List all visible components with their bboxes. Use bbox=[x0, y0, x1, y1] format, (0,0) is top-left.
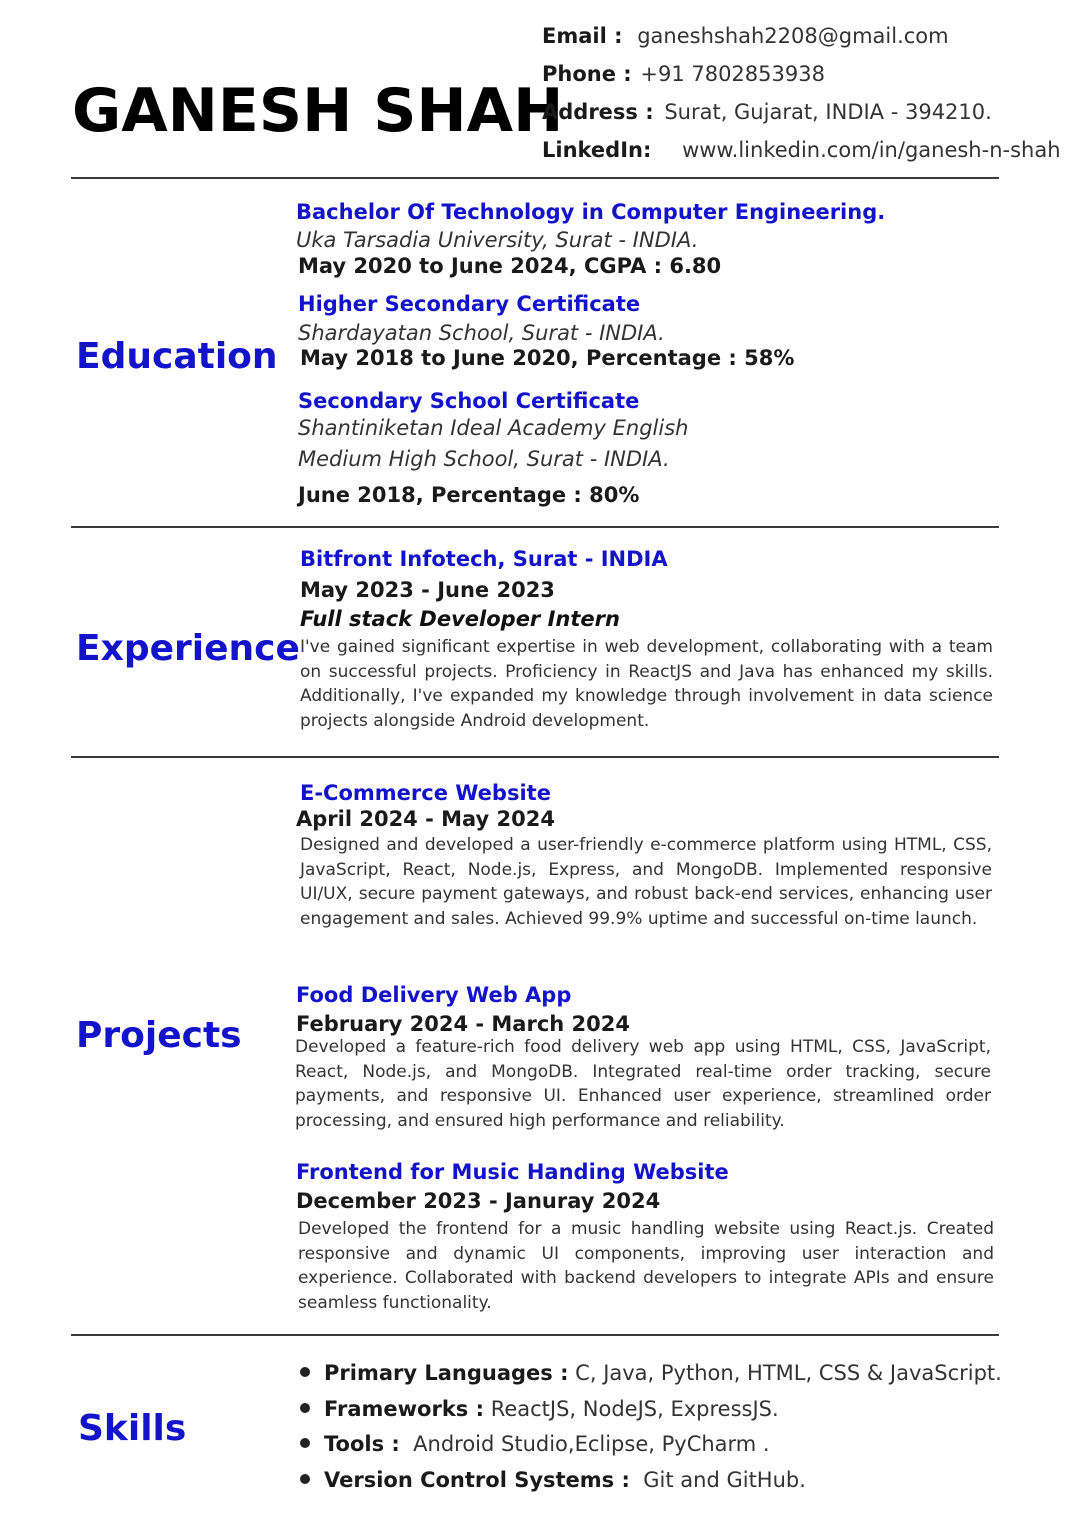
education-school-3-line1: Shantiniketan Ideal Academy English bbox=[298, 416, 689, 440]
list-item bbox=[300, 1356, 1002, 1392]
bullet-icon bbox=[300, 1438, 310, 1448]
contact-phone-label: Phone : bbox=[542, 62, 632, 86]
education-degree-1: Bachelor Of Technology in Computer Engineering. bbox=[296, 200, 886, 224]
project-dates-2: February 2024 - March 2024 bbox=[296, 1012, 630, 1036]
experience-dates: May 2023 - June 2023 bbox=[300, 578, 555, 602]
education-details-3: June 2018, Percentage : 80% bbox=[298, 483, 640, 507]
skill-label: Primary Languages : bbox=[324, 1361, 569, 1385]
section-title-projects: Projects bbox=[76, 1015, 242, 1056]
education-school-1: Uka Tarsadia University, Surat - INDIA. bbox=[296, 228, 699, 252]
contact-email-label: Email : bbox=[542, 24, 623, 48]
experience-role: Full stack Developer Intern bbox=[300, 607, 620, 631]
project-dates-1: April 2024 - May 2024 bbox=[296, 807, 556, 831]
project-name-1: E-Commerce Website bbox=[300, 781, 551, 805]
project-description-1: Designed and developed a user-friendly e-commerce platform using HTML, CSS, JavaScript, React, Node.js, Express, and MongoDB. Implemented responsive UI/UX, secure payment gateways, and robust back-end services, enhancing user engagement and sales. Achieved 99.9% uptime and successful on-time launch. bbox=[300, 835, 992, 929]
contact-address bbox=[542, 94, 1072, 132]
skill-label: Frameworks : bbox=[324, 1396, 485, 1421]
section-title-experience: Experience bbox=[76, 628, 300, 669]
education-degree-3: Secondary School Certificate bbox=[298, 389, 640, 413]
list-item bbox=[300, 1463, 1002, 1499]
contact-address-label: Address : bbox=[542, 100, 654, 124]
contact-email-value[interactable]: ganeshshah2208@gmail.com bbox=[637, 24, 949, 48]
education-school-2: Shardayatan School, Surat - INDIA. bbox=[298, 321, 665, 345]
contact-linkedin-label: LinkedIn: bbox=[542, 138, 652, 162]
project-name-2: Food Delivery Web App bbox=[296, 983, 572, 1007]
project-description-2: Developed a feature-rich food delivery web app using HTML, CSS, JavaScript, React, Node.js, and MongoDB. Integrated real-time order tracking, secure payments, and responsive UI. Enhanced user experience, streamlined order processing, and ensured high performance and reliability. bbox=[295, 1037, 991, 1131]
experience-description: I've gained significant expertise in web development, collaborating with a team on successful projects. Proficiency in ReactJS and Java has enhanced my skills. Additionally, I've expanded my knowledge through involvement in data science projects alongside Android development. bbox=[300, 637, 993, 731]
divider-projects bbox=[71, 1334, 999, 1336]
skill-value: ReactJS, NodeJS, ExpressJS. bbox=[484, 1396, 779, 1421]
divider-experience bbox=[71, 756, 999, 758]
contact-linkedin bbox=[542, 132, 1072, 170]
list-item bbox=[300, 1427, 1002, 1463]
contact-phone-value: +91 7802853938 bbox=[640, 62, 825, 86]
skill-value: C, Java, Python, HTML, CSS & JavaScript. bbox=[568, 1361, 1002, 1385]
contact-block bbox=[542, 18, 1072, 170]
skills-list bbox=[300, 1356, 1002, 1498]
project-name-3: Frontend for Music Handing Website bbox=[296, 1160, 729, 1184]
skill-value: Android Studio,Eclipse, PyCharm . bbox=[399, 1432, 770, 1456]
bullet-icon bbox=[300, 1403, 310, 1413]
contact-phone bbox=[542, 56, 1072, 94]
section-title-skills: Skills bbox=[78, 1408, 187, 1449]
education-details-2: May 2018 to June 2020, Percentage : 58% bbox=[300, 346, 795, 370]
project-description-3: Developed the frontend for a music handling website using React.js. Created responsive and dynamic UI components, improving user interaction and experience. Collaborated with backend developers to integrate APIs and ensure seamless functionality. bbox=[298, 1219, 994, 1313]
education-degree-2: Higher Secondary Certificate bbox=[298, 292, 641, 316]
project-dates-3: December 2023 - Januray 2024 bbox=[296, 1189, 661, 1213]
education-school-3-line2: Medium High School, Surat - INDIA. bbox=[298, 447, 670, 471]
divider-education bbox=[71, 526, 999, 528]
divider-header bbox=[71, 177, 999, 179]
contact-address-value: Surat, Gujarat, INDIA - 394210. bbox=[664, 100, 992, 124]
bullet-icon bbox=[300, 1367, 310, 1377]
candidate-name: GANESH SHAH bbox=[72, 76, 564, 146]
section-title-education: Education bbox=[76, 336, 278, 377]
list-item bbox=[300, 1392, 1002, 1428]
experience-company: Bitfront Infotech, Surat - INDIA bbox=[300, 547, 668, 571]
contact-email bbox=[542, 18, 1072, 56]
skill-label: Version Control Systems : bbox=[324, 1467, 630, 1492]
skill-label: Tools : bbox=[324, 1432, 400, 1456]
skill-value: Git and GitHub. bbox=[629, 1467, 806, 1492]
education-details-1: May 2020 to June 2024, CGPA : 6.80 bbox=[298, 254, 722, 278]
contact-linkedin-value[interactable]: www.linkedin.com/in/ganesh-n-shah bbox=[682, 138, 1061, 162]
bullet-icon bbox=[300, 1474, 310, 1484]
